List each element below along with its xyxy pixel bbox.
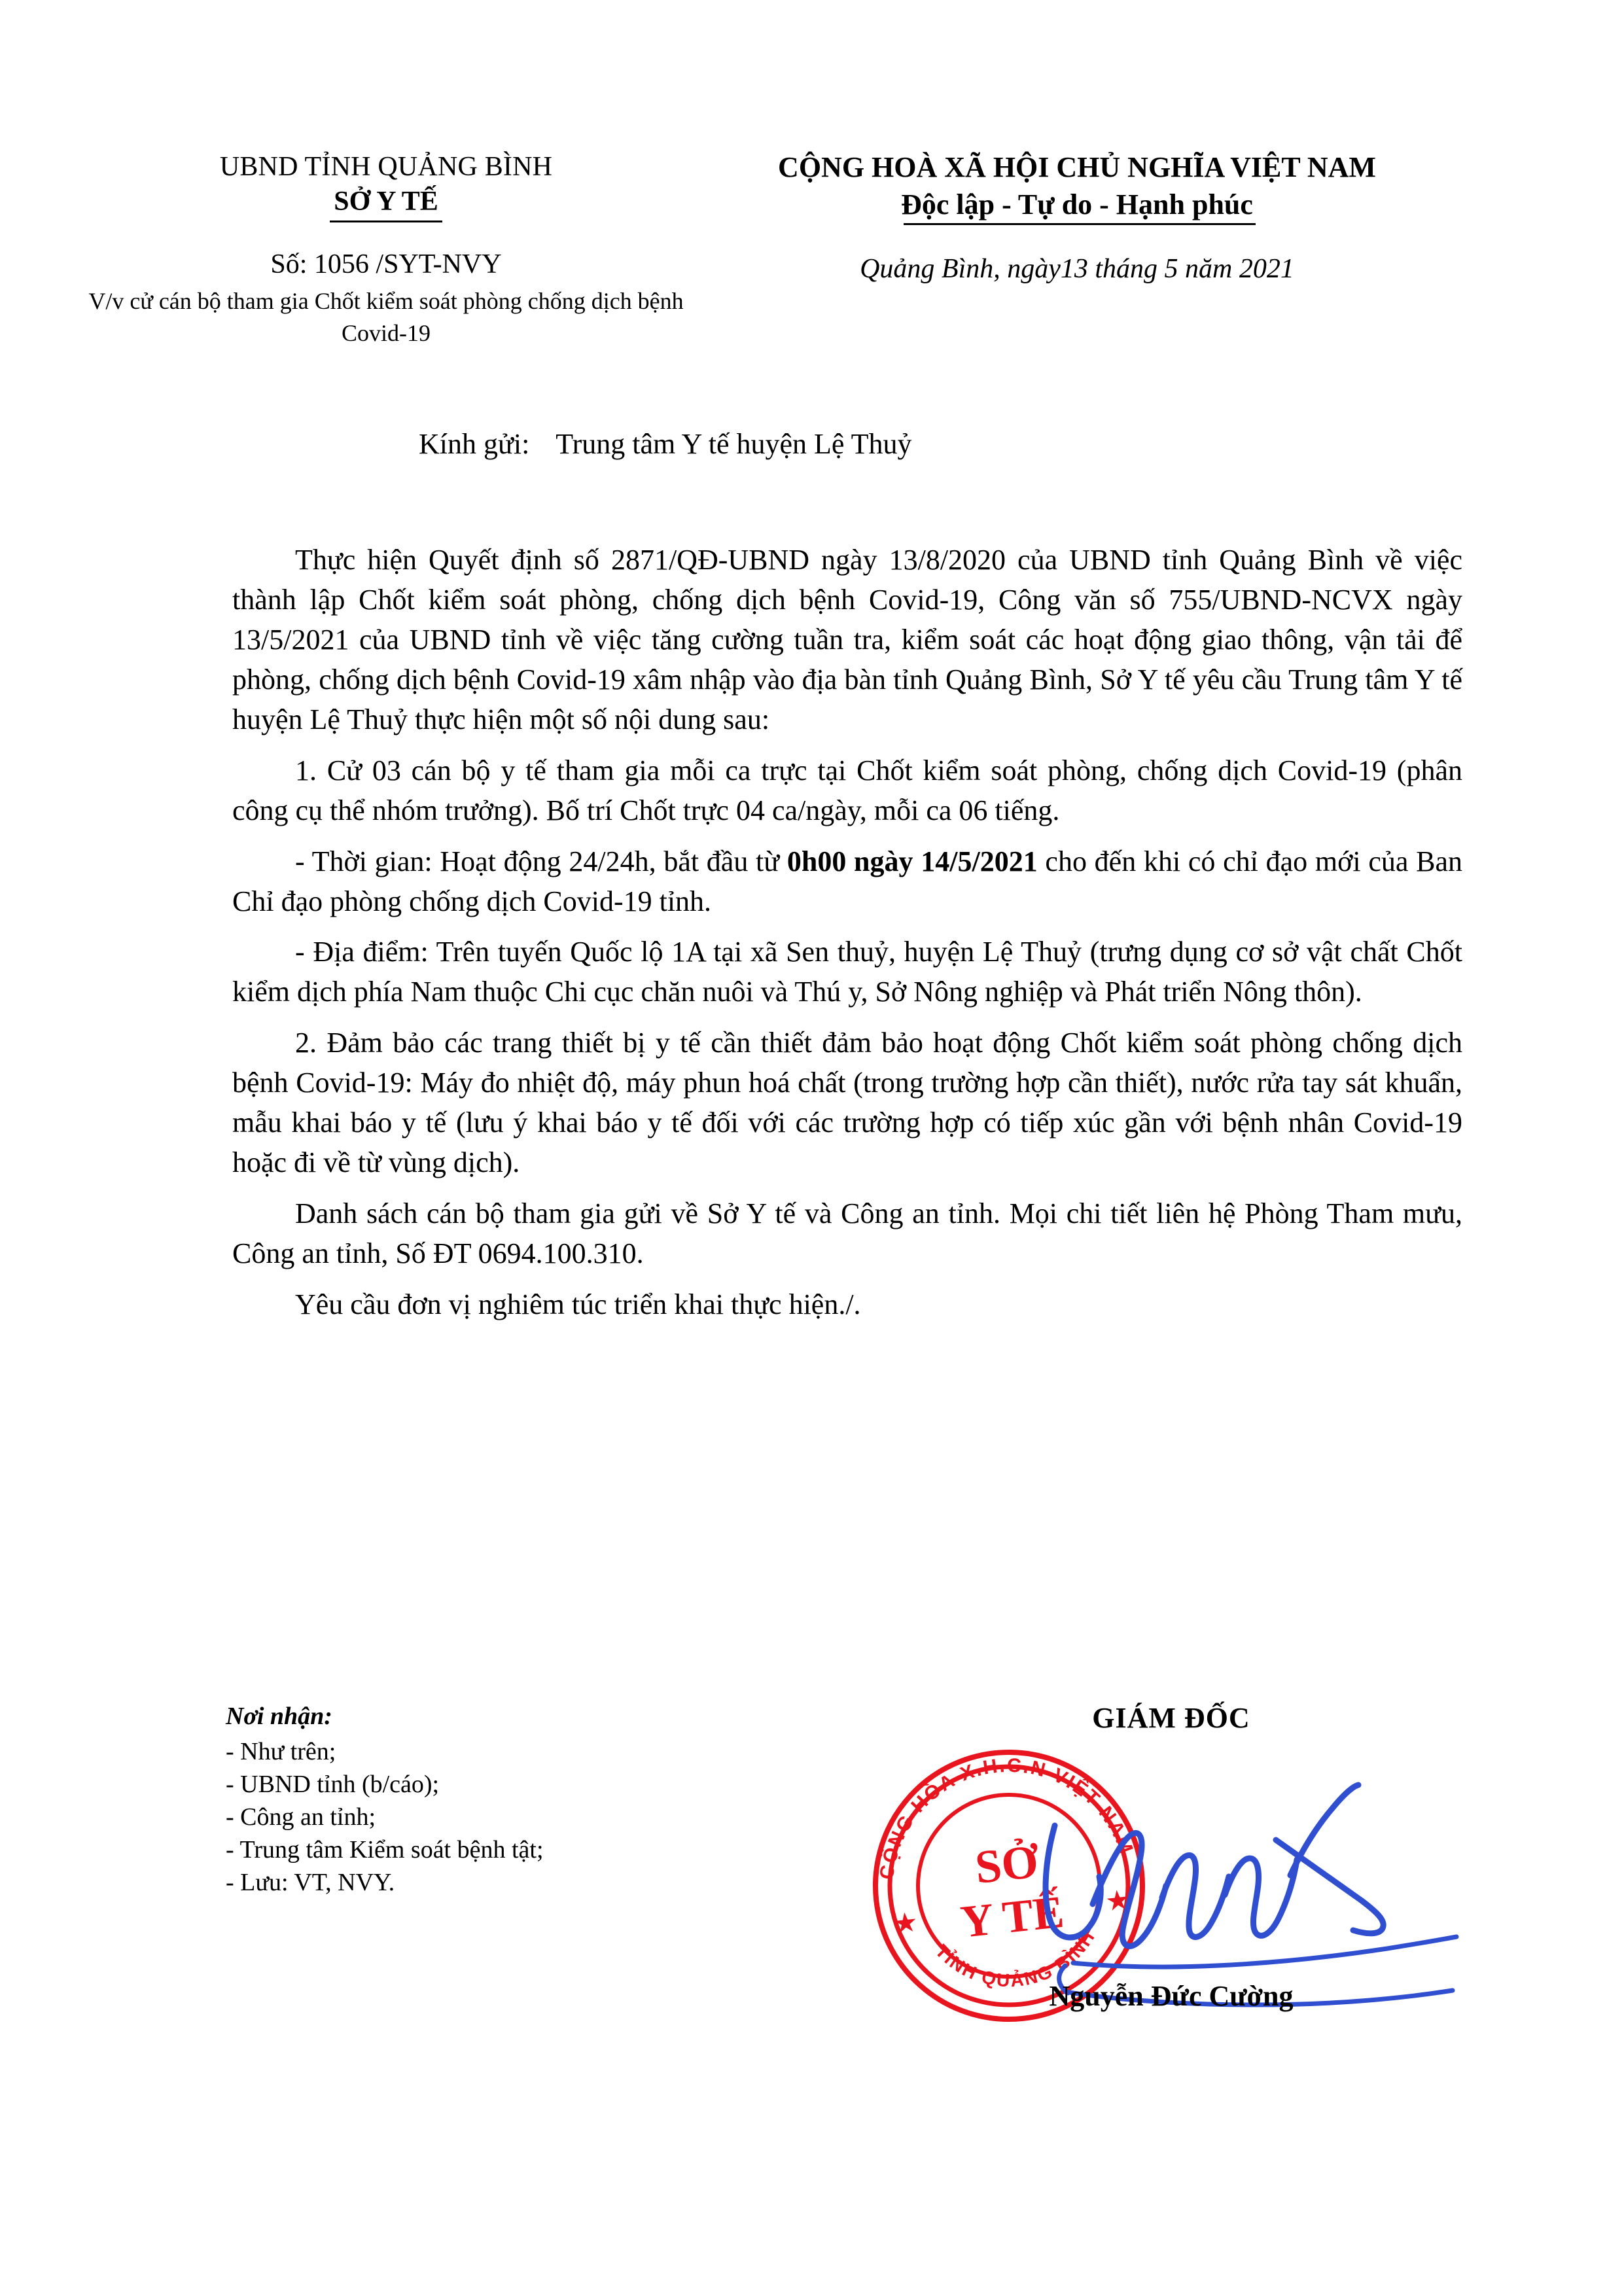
paragraph-intro: Thực hiện Quyết định số 2871/QĐ-UBND ngày 13/8/2020 của UBND tỉnh Quảng Bình về việc thành lập Chốt kiểm soát phòng, chống dịch bệnh Covid-19, Công văn số 755/UBND-NCVX ngày 13/5/2021 của UBND tỉnh về việc tăng cường tuần tra, kiểm soát các hoạt động giao thông, vận tải để phòng, chống dịch bệnh Covid-19 xâm nhập vào địa bàn tỉnh Quảng Bình, Sở Y tế yêu cầu Trung tâm Y tế huyện Lệ Thuỷ thực hiện một số nội dung sau:: [232, 544, 1462, 735]
national-heading-block: [694, 150, 1624, 287]
signer-title: GIÁM ĐỐC: [1092, 1702, 1250, 1734]
department-name: SỞ Y TẾ: [330, 185, 442, 222]
paragraph-closing: Yêu cầu đơn vị nghiêm túc triển khai thực hiện./.: [295, 1288, 861, 1320]
seal-top-arc-text: CỘNG HÒA X.H.C.N VIỆT NAM: [875, 1754, 1138, 1881]
paragraph-contact: Danh sách cán bộ tham gia gửi về Sở Y tế và Công an tỉnh. Mọi chi tiết liên hệ Phòng Tham mưu, Công an tỉnh, Số ĐT 0694.100.310.: [232, 1197, 1462, 1269]
recipient-line: [419, 425, 912, 463]
recipient-name: Trung tâm Y tế huyện Lệ Thuỷ: [556, 428, 912, 460]
place-and-date: Quảng Bình, ngày13 tháng 5 năm 2021: [860, 253, 1294, 284]
signature-block: [942, 1701, 1400, 2014]
signer-name: Nguyễn Đức Cường: [1049, 1979, 1294, 2012]
country-name: CỘNG HOÀ XÃ HỘI CHỦ NGHĨA VIỆT NAM: [778, 151, 1376, 183]
seal-bottom-arc-text: TỈNH QUẢNG BÌNH: [931, 1926, 1099, 1991]
issuing-authority-block: [0, 150, 694, 349]
distribution-list: [226, 1701, 815, 1899]
list-item: - Công an tỉnh;: [226, 1803, 376, 1831]
list-item: - UBND tỉnh (b/cáo);: [226, 1770, 440, 1798]
schedule-text-pre: - Thời gian: Hoạt động 24/24h, bắt đầu từ: [295, 845, 787, 877]
national-motto: Độc lập - Tự do - Hạnh phúc: [896, 186, 1258, 225]
list-item: - Trung tâm Kiểm soát bệnh tật;: [226, 1835, 544, 1863]
document-header: [0, 150, 1624, 349]
seal-star-right-icon: ★: [1104, 1884, 1132, 1918]
paragraph-item-1: 1. Cử 03 cán bộ y tế tham gia mỗi ca trực tại Chốt kiểm soát phòng, chống dịch Covid-19 (phân công cụ thể nhóm trưởng). Bố trí Chốt trực 04 ca/ngày, mỗi ca 06 tiếng.: [232, 754, 1462, 826]
document-subject: V/v cử cán bộ tham gia Chốt kiểm soát phòng chống dịch bệnh Covid-19: [88, 288, 684, 346]
paragraph-location: - Địa điểm: Trên tuyến Quốc lộ 1A tại xã Sen thuỷ, huyện Lệ Thuỷ (trưng dụng cơ sở vật chất Chốt kiểm dịch phía Nam thuộc Chi cục chăn nuôi và Thú y, Sở Nông nghiệp và Phát triển Nông thôn).: [232, 936, 1462, 1008]
seal-star-left-icon: ★: [891, 1907, 920, 1940]
schedule-text-post: cho đến khi có chỉ đạo mới của Ban Chỉ đạo phòng chống dịch Covid-19 tỉnh.: [232, 845, 1462, 917]
list-item: - Lưu: VT, NVY.: [226, 1869, 395, 1897]
document-body: [232, 540, 1462, 1325]
paragraph-item-2: 2. Đảm bảo các trang thiết bị y tế cần thiết đảm bảo hoạt động Chốt kiểm soát phòng chống dịch bệnh Covid-19: Máy đo nhiệt độ, máy phun hoá chất (trong trường hợp cần thiết), nước rửa tay sát khuẩn, mẫu khai báo y tế (lưu ý khai báo y tế đối với các trường hợp có tiếp xúc gần với bệnh nhân Covid-19 hoặc đi về từ vùng dịch).: [232, 1027, 1462, 1179]
document-number: Số: 1056 /SYT-NVY: [270, 249, 502, 279]
organization-name: UBND TỈNH QUẢNG BÌNH: [219, 152, 553, 182]
recipient-label: Kính gửi:: [419, 428, 530, 460]
list-item: - Như trên;: [226, 1737, 336, 1765]
seal-center-line-1: SỞ: [972, 1835, 1041, 1894]
seal-center-line-2: Y TẾ: [958, 1886, 1067, 1948]
distribution-list-title: Nơi nhận:: [226, 1703, 332, 1730]
paragraph-schedule: [232, 842, 1462, 922]
schedule-start-datetime: 0h00 ngày 14/5/2021: [786, 845, 1038, 877]
